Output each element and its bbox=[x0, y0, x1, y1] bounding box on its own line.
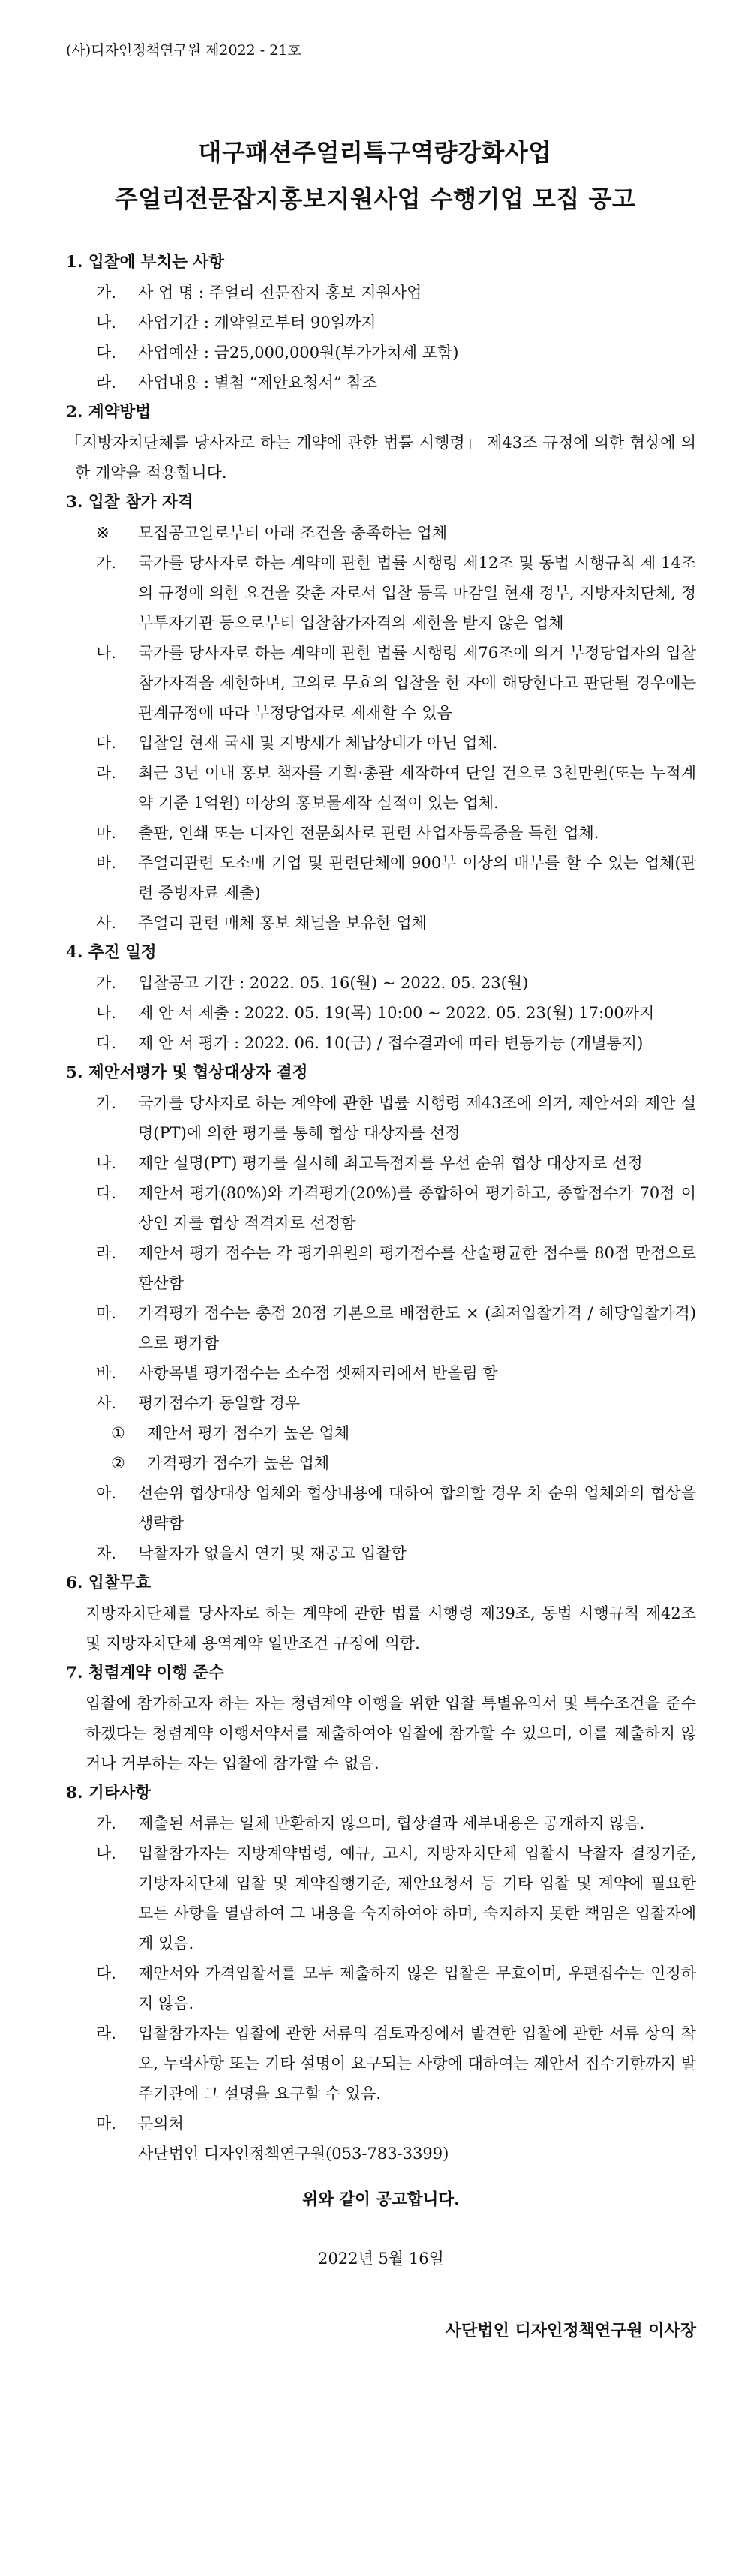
section-heading: 8. 기타사항 bbox=[66, 1784, 152, 1802]
list-item: 나. 사업기간 : 계약일로부터 90일까지 bbox=[96, 314, 376, 332]
section-heading: 7. 청렴계약 이행 준수 bbox=[66, 1664, 225, 1682]
list-item: 아. 선순위 협상대상 업체와 협상내용에 대하여 합의할 경우 차 순위 업체와의 협상을 생략함 bbox=[96, 1484, 696, 1532]
list-item: 사. 평가점수가 동일할 경우 bbox=[96, 1394, 301, 1412]
list-item: 바. 주얼리관련 도소매 기업 및 관련단체에 900부 이상의 배부를 할 수 있는 업체(관련 증빙자료 제출) bbox=[96, 854, 696, 902]
list-item: 다. 제안서 평가(80%)와 가격평가(20%)를 종합하여 평가하고, 종합점수가 70점 이상인 자를 협상 적격자로 선정함 bbox=[96, 1184, 696, 1232]
list-item: 나. 입찰참가자는 지방계약법령, 예규, 고시, 지방자치단체 입찰시 낙찰자 결정기준, 기방자치단체 입찰 및 계약집행기준, 제안요청서 등 기타 입찰 및 계약에 필요한 모든 사항을 열람하여 그 내용을 숙지하여야 하며, 숙지하지 못한 책임은 입찰자에게 있음. bbox=[96, 1844, 696, 1952]
list-item: 마. 가격평가 점수는 총점 20점 기본으로 배점한도 × (최저입찰가격 / 해당입찰가격) 으로 평가함 bbox=[96, 1304, 696, 1352]
list-item: 라. 최근 3년 이내 홍보 책자를 기획·총괄 제작하여 단일 건으로 3천만원(또는 누적계약 기준 1억원) 이상의 홍보물제작 실적이 있는 업체. bbox=[96, 764, 696, 812]
section-4 bbox=[66, 938, 696, 1058]
list-item: 라. 입찰참가자는 입찰에 관한 서류의 검토과정에서 발견한 입찰에 관한 서류 상의 착오, 누락사항 또는 기타 설명이 요구되는 사항에 대하여는 제안서 접수기한까지 발주기관에 그 설명을 요구할 수 있음. bbox=[96, 2024, 696, 2103]
list-item: 다. 사업예산 : 금25,000,000원(부가가치세 포함) bbox=[96, 344, 459, 362]
list-item: 사. 주얼리 관련 매체 홍보 채널을 보유한 업체 bbox=[96, 914, 427, 932]
list-subitem: ① 제안서 평가 점수가 높은 업체 bbox=[111, 1424, 350, 1442]
section-7 bbox=[66, 1658, 696, 1778]
section-3 bbox=[66, 488, 696, 938]
list-item: 나. 국가를 당사자로 하는 계약에 관한 법률 시행령 제76조에 의거 부정당업자의 입찰참가자격을 제한하며, 고의로 무효의 입찰을 한 자에 해당한다고 판단될 경우에는 관계규정에 따라 부정당업자로 제재할 수 있음 bbox=[96, 644, 696, 722]
list-item: 다. 제안서와 가격입찰서를 모두 제출하지 않은 입찰은 무효이며, 우편접수는 인정하지 않음. bbox=[96, 1964, 696, 2012]
list-item: 라. 제안서 평가 점수는 각 평가위원의 평가점수를 산술평균한 점수를 80점 만점으로 환산함 bbox=[96, 1244, 696, 1292]
list-item: 마. 문의처 bbox=[96, 2115, 184, 2133]
notice-date: 2022년 5월 16일 bbox=[318, 2250, 444, 2268]
list-item: 자. 낙찰자가 없을시 연기 및 재공고 입찰함 bbox=[96, 1544, 406, 1562]
list-item: 바. 사항목별 평가점수는 소수점 셋째자리에서 반올림 함 bbox=[96, 1364, 498, 1382]
section-heading: 3. 입찰 참가 자격 bbox=[66, 493, 194, 512]
section-8 bbox=[66, 1778, 696, 2169]
section-heading: 2. 계약방법 bbox=[66, 403, 152, 422]
section-heading: 4. 추진 일정 bbox=[66, 943, 157, 962]
closing-statement: 위와 같이 공고합니다. bbox=[302, 2190, 460, 2209]
signature: 사단법인 디자인정책연구원 이사장 bbox=[445, 2321, 696, 2340]
list-item: 가. 국가를 당사자로 하는 계약에 관한 법률 시행령 제12조 및 동법 시행규칙 제 14조의 규정에 의한 요건을 갖춘 자로서 입찰 등록 마감일 현재 정부, 지방자치단체, 정부투자기관 등으로부터 입찰참가자격의 제한을 받지 않은 업체 bbox=[96, 554, 696, 632]
title-line-1: 대구패션주얼리특구역량강화사업 bbox=[198, 138, 552, 167]
document-number: (사)디자인정책연구원 제2022 - 21호 bbox=[66, 42, 302, 59]
list-item: 가. 입찰공고 기간 : 2022. 05. 16(월) ~ 2022. 05. 23(월) bbox=[96, 974, 529, 992]
section-heading: 1. 입찰에 부치는 사항 bbox=[66, 253, 225, 272]
section-heading: 6. 입찰무효 bbox=[66, 1574, 152, 1592]
list-item: 마. 출판, 인쇄 또는 디자인 전문회사로 관련 사업자등록증을 득한 업체. bbox=[96, 824, 599, 842]
list-item: 라. 사업내용 : 별첨 “제안요청서” 참조 bbox=[96, 374, 377, 392]
list-item: 가. 제출된 서류는 일체 반환하지 않으며, 협상결과 세부내용은 공개하지 않음. bbox=[96, 1814, 645, 1832]
list-item: 다. 입찰일 현재 국세 및 지방세가 체납상태가 아닌 업체. bbox=[96, 734, 498, 752]
section-6 bbox=[66, 1568, 696, 1658]
list-item: ※ 모집공고일로부터 아래 조건을 충족하는 업체 bbox=[96, 524, 448, 542]
section-2 bbox=[66, 398, 696, 488]
list-item: 나. 제안 설명(PT) 평가를 실시해 최고득점자를 우선 순위 협상 대상자로 선정 bbox=[96, 1154, 643, 1172]
section-1 bbox=[66, 248, 696, 398]
section-paragraph: 「지방자치단체를 당사자로 하는 계약에 관한 법률 시행령」 제43조 규정에 의한 협상에 의한 계약을 적용합니다. bbox=[66, 434, 696, 482]
notice-body bbox=[66, 248, 696, 2346]
section-paragraph: 지방자치단체를 당사자로 하는 계약에 관한 법률 시행령 제39조, 동법 시행규칙 제42조 및 지방자치단체 용역계약 일반조건 규정에 의함. bbox=[86, 1604, 696, 1652]
list-item: 가. 사 업 명 : 주얼리 전문잡지 홍보 지원사업 bbox=[96, 284, 422, 302]
list-subitem: ② 가격평가 점수가 높은 업체 bbox=[111, 1454, 330, 1472]
section-paragraph: 입찰에 참가하고자 하는 자는 청렴계약 이행을 위한 입찰 특별유의서 및 특수조건을 준수하겠다는 청렴계약 이행서약서를 제출하여야 입찰에 참가할 수 있으며, 이를 제출하지 않거나 거부하는 자는 입찰에 참가할 수 없음. bbox=[86, 1694, 696, 1772]
contact-info: 사단법인 디자인정책연구원(053-783-3399) bbox=[138, 2145, 449, 2163]
list-item: 나. 제 안 서 제출 : 2022. 05. 19(목) 10:00 ~ 2022. 05. 23(월) 17:00까지 bbox=[96, 1004, 655, 1022]
list-item: 가. 국가를 당사자로 하는 계약에 관한 법률 시행령 제43조에 의거, 제안서와 제안 설명(PT)에 의한 평가를 통해 협상 대상자를 선정 bbox=[96, 1094, 696, 1142]
list-item: 다. 제 안 서 평가 : 2022. 06. 10(금) / 접수결과에 따라 변동가능 (개별통지) bbox=[96, 1034, 644, 1052]
section-5 bbox=[66, 1058, 696, 1568]
title-line-2: 주얼리전문잡지홍보지원사업 수행기업 모집 공고 bbox=[114, 185, 636, 213]
section-heading: 5. 제안서평가 및 협상대상자 결정 bbox=[66, 1063, 308, 1082]
